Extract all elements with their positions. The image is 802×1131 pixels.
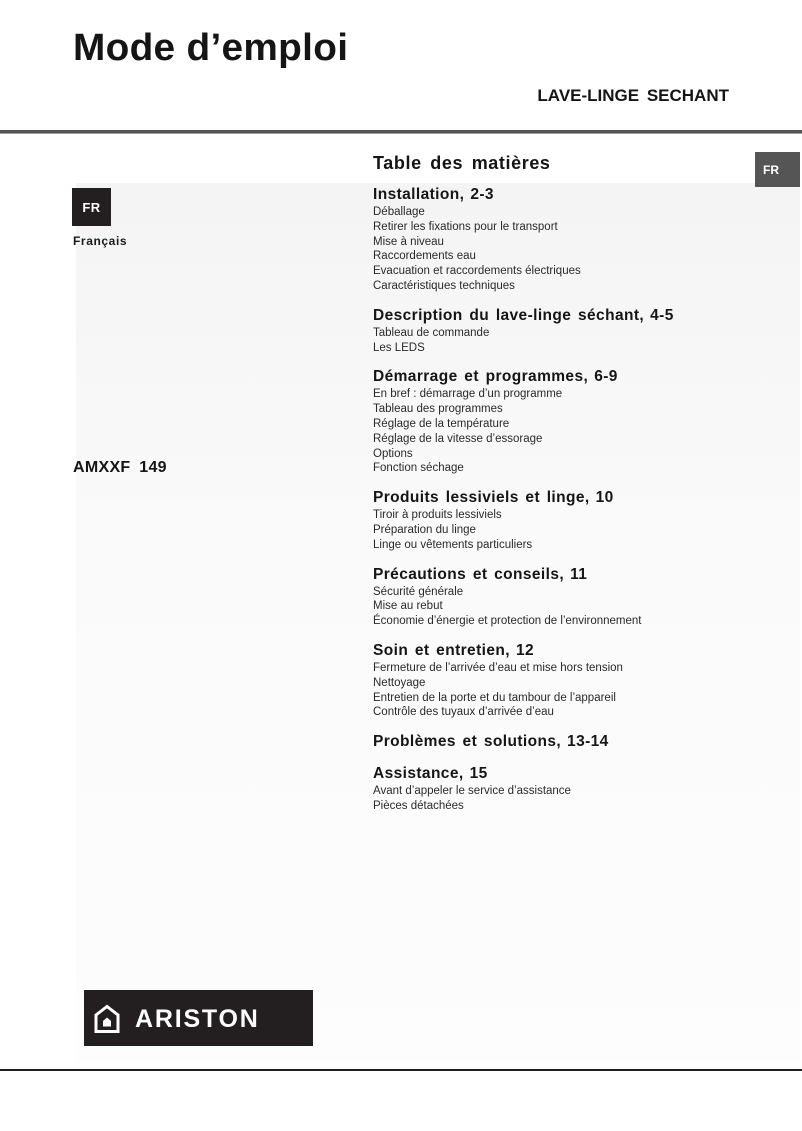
section-title: Démarrage et programmes, [373, 368, 589, 386]
toc-section-heading [373, 367, 753, 387]
section-title: Précautions et conseils, [373, 565, 565, 583]
page-range: 13-14 [567, 733, 609, 751]
toc-section-startup [373, 367, 753, 476]
toc-item: Nettoyage [373, 676, 426, 689]
section-title: Problèmes et solutions, [373, 733, 562, 751]
page-range: 11 [570, 565, 588, 583]
toc-item: Tableau de commande [373, 326, 490, 339]
page-range: 4-5 [650, 306, 674, 324]
brand-name: ARISTON [135, 1004, 260, 1033]
section-title: Description du lave-linge séchant, [373, 306, 645, 324]
language-badge-label: FR [82, 199, 101, 215]
language-badge [72, 188, 111, 226]
toc-section-heading [373, 565, 753, 585]
section-title: Installation, [373, 186, 465, 203]
toc-section-installation [373, 185, 753, 294]
section-title: Produits lessiviels et linge, [373, 489, 590, 507]
toc-item-list [373, 205, 753, 294]
toc-item: Mise au rebut [373, 600, 443, 613]
toc-item: Sécurité générale [373, 585, 464, 598]
toc-item: Fonction séchage [373, 462, 464, 475]
toc-item: Linge ou vêtements particuliers [373, 538, 533, 551]
toc-item: Avant d’appeler le service d’assistance [373, 785, 571, 798]
toc-section-heading [373, 488, 753, 508]
toc-item-list [373, 326, 753, 356]
page-range: 6-9 [594, 368, 618, 386]
page-range: 15 [469, 765, 488, 783]
page-range: 2-3 [470, 186, 494, 203]
toc-section-heading [373, 641, 753, 661]
toc-item: Économie d’énergie et protection de l’environnement [373, 615, 642, 628]
toc-section-precautions [373, 565, 753, 629]
ariston-logo [84, 990, 313, 1046]
toc-item: Options [373, 447, 413, 460]
toc-item-list [373, 661, 753, 720]
toc-item: Déballage [373, 206, 425, 218]
toc-item: Les LEDS [373, 341, 425, 354]
toc-item: Préparation du linge [373, 523, 476, 536]
toc-item-list [373, 585, 753, 629]
toc-section-maintenance [373, 641, 753, 720]
toc-item-list [373, 784, 753, 814]
toc-item: Raccordements eau [373, 250, 476, 263]
toc-section-heading [373, 306, 753, 326]
page-range: 12 [515, 641, 534, 659]
toc-item: Caractéristiques techniques [373, 279, 515, 292]
toc-section-heading [373, 764, 753, 784]
page-range: 10 [595, 489, 614, 507]
toc-section-assistance [373, 764, 753, 814]
toc-item-list [373, 508, 753, 552]
section-title: Soin et entretien, [373, 641, 510, 659]
footer-divider [0, 1069, 802, 1071]
document-title: Mode d’emploi [73, 27, 349, 69]
toc-item: Réglage de la température [373, 417, 510, 430]
toc-item: Pièces détachées [373, 799, 464, 812]
toc-section-detergents [373, 488, 753, 552]
toc-item: Entretien de la porte et du tambour de l’appareil [373, 691, 616, 704]
section-title: Assistance, [373, 765, 464, 783]
model-number: AMXXF 149 [73, 459, 167, 476]
language-name: Français [73, 234, 128, 248]
language-side-tab [755, 152, 800, 187]
toc-item: Fermeture de l’arrivée d’eau et mise hors tension [373, 661, 623, 674]
toc-section-description [373, 306, 753, 356]
house-icon [93, 1004, 121, 1034]
toc-item: Contrôle des tuyaux d’arrivée d’eau [373, 706, 554, 719]
toc-item-list [373, 387, 753, 476]
toc-title: Table des matières [373, 153, 551, 173]
side-tab-label: FR [763, 162, 779, 177]
toc-item: En bref : démarrage d’un programme [373, 388, 563, 401]
product-type: LAVE-LINGE SECHANT [537, 86, 729, 105]
toc-item: Evacuation et raccordements électriques [373, 265, 581, 278]
toc-item: Tiroir à produits lessiviels [373, 509, 502, 522]
toc-section-heading [373, 732, 753, 752]
toc-item: Mise à niveau [373, 235, 444, 248]
toc-item: Retirer les fixations pour le transport [373, 220, 558, 233]
table-of-contents [373, 152, 753, 814]
toc-item: Réglage de la vitesse d’essorage [373, 432, 543, 445]
toc-section-troubleshooting [373, 732, 753, 752]
toc-item: Tableau des programmes [373, 403, 503, 416]
header-divider [0, 130, 802, 134]
toc-section-heading [373, 185, 753, 205]
